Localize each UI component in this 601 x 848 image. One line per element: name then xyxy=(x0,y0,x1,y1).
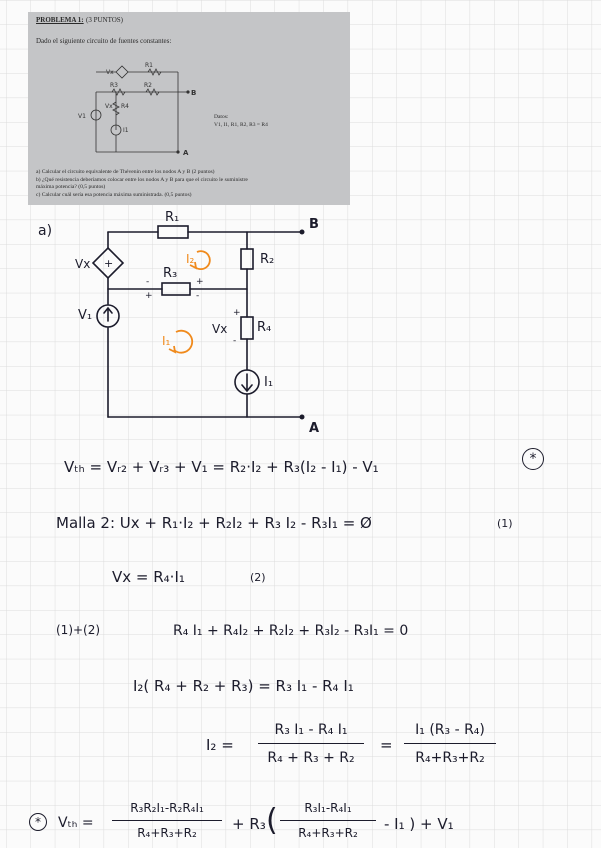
loop-wire xyxy=(96,92,178,152)
r4-resistor xyxy=(241,317,253,339)
a-label: A xyxy=(183,149,189,157)
frac4-den: R₄+R₃+R₂ xyxy=(298,826,358,840)
frac2-num: I₁ (R₃ - R₄) xyxy=(415,722,485,738)
r2-label: R2 xyxy=(144,82,152,89)
node-b-label: B xyxy=(309,217,319,232)
open-paren: ( xyxy=(266,803,278,838)
star-marker: * xyxy=(522,448,544,470)
datos-values: V1, I1, R1, R2, R3 = R4 xyxy=(214,122,268,128)
eq-factored: I₂( R₄ + R₂ + R₃) = R₃ I₁ - R₄ I₁ xyxy=(133,677,354,695)
top-wire xyxy=(96,72,178,152)
r2-label: R₂ xyxy=(260,252,275,267)
problem-title: PROBLEMA 1: xyxy=(36,16,84,24)
svg-text:+: + xyxy=(233,308,241,318)
item-b-cont: máxima potencia? (0,5 puntos) xyxy=(36,184,106,190)
r2-resistor xyxy=(241,249,253,269)
node-a-dot xyxy=(300,415,305,420)
svg-text:+: + xyxy=(196,277,204,287)
item-b: b) ¿Qué resistencia deberíamos colocar entre los nodos A y B para que el circuito le suministre xyxy=(36,177,248,183)
tag-1-plus-2: (1)+(2) xyxy=(56,623,101,637)
svg-text:-: - xyxy=(196,291,200,301)
v1-label: V1 xyxy=(78,113,86,120)
node-b-dot xyxy=(300,230,305,235)
r3-label: R3 xyxy=(110,82,118,89)
i2-lhs: I₂ = xyxy=(206,736,234,754)
vx-label: Vx xyxy=(75,257,91,271)
svg-text:-: - xyxy=(146,277,150,287)
part-a-label: a) xyxy=(38,223,53,239)
datos-label: Datos: xyxy=(214,114,229,120)
tag-1: (1) xyxy=(497,517,513,530)
final-lhs: Vₜₕ = xyxy=(58,815,94,831)
r4-label: R₄ xyxy=(257,320,272,335)
frac3-den: R₄+R₃+R₂ xyxy=(137,826,197,840)
item-a: a) Calcular el circuito equivalente de Thévenin entre los nodos A y B (2 puntos) xyxy=(36,169,215,175)
v1-label: V₁ xyxy=(78,308,93,323)
mesh-i1-label: I₁ xyxy=(162,334,171,348)
problem-points: (3 PUNTOS) xyxy=(86,16,124,24)
mesh-i2-label: I₂ xyxy=(186,252,195,266)
svg-text:-: - xyxy=(233,336,237,346)
frac3-bar xyxy=(112,820,222,821)
r4-label: R4 xyxy=(121,103,129,110)
frac1-bar xyxy=(258,743,364,744)
solution-circuit xyxy=(0,205,601,435)
star-marker-final: * xyxy=(29,813,47,831)
plus-r3: + R₃ xyxy=(232,815,266,833)
eq-vth: Vₜₕ = Vᵣ₂ + Vᵣ₃ + V₁ = R₂·I₂ + R₃(I₂ - I₁) - V₁ xyxy=(64,458,379,476)
problem-intro: Dado el siguiente circuito de fuentes constantes: xyxy=(36,37,172,45)
problem-statement xyxy=(28,12,350,205)
frac3-num: R₃R₂I₁-R₂R₄I₁ xyxy=(130,801,204,815)
eq-combined: R₄ I₁ + R₄I₂ + R₂I₂ + R₃I₂ - R₃I₁ = 0 xyxy=(173,623,409,639)
mesh-i1-arrow xyxy=(174,331,192,353)
i1-label: I1 xyxy=(123,127,129,134)
frac1-num: R₃ I₁ - R₄ I₁ xyxy=(274,722,348,738)
b-label: B xyxy=(191,89,197,97)
vx-r4-label: Vx xyxy=(212,322,228,336)
mesh-i2-arrow xyxy=(195,251,210,269)
frac4-bar xyxy=(280,820,376,821)
svg-text:+: + xyxy=(145,291,153,301)
r3-resistor xyxy=(162,283,190,295)
eq-sign: = xyxy=(380,736,393,754)
r1-label: R₁ xyxy=(165,210,180,225)
frac1-den: R₄ + R₃ + R₂ xyxy=(267,750,355,766)
eq-malla2: Malla 2: Ux + R₁·I₂ + R₂I₂ + R₃ I₂ - R₃I₁ = Ø xyxy=(56,514,372,532)
frac4-num: R₃I₁-R₄I₁ xyxy=(304,801,352,815)
r1-label: R1 xyxy=(145,62,153,69)
frac2-bar xyxy=(404,743,496,744)
frac2-den: R₄+R₃+R₂ xyxy=(415,750,485,766)
r1-resistor xyxy=(158,226,188,238)
node-a-label: A xyxy=(309,421,320,435)
tag-2: (2) xyxy=(250,571,266,584)
eq-vx: Vx = R₄·I₁ xyxy=(112,568,185,586)
final-tail: - I₁ ) + V₁ xyxy=(384,815,454,833)
svg-text:+: + xyxy=(104,257,114,270)
i1-source-label: I₁ xyxy=(264,375,274,390)
vx-source xyxy=(116,66,128,78)
vx-label: Vx xyxy=(106,69,114,76)
item-c: c) Calcular cuál sería esa potencia máxima suministrada. (0,5 puntos) xyxy=(36,192,192,198)
vx-r4-label: Vx xyxy=(105,103,113,110)
r3-label: R₃ xyxy=(163,266,178,281)
